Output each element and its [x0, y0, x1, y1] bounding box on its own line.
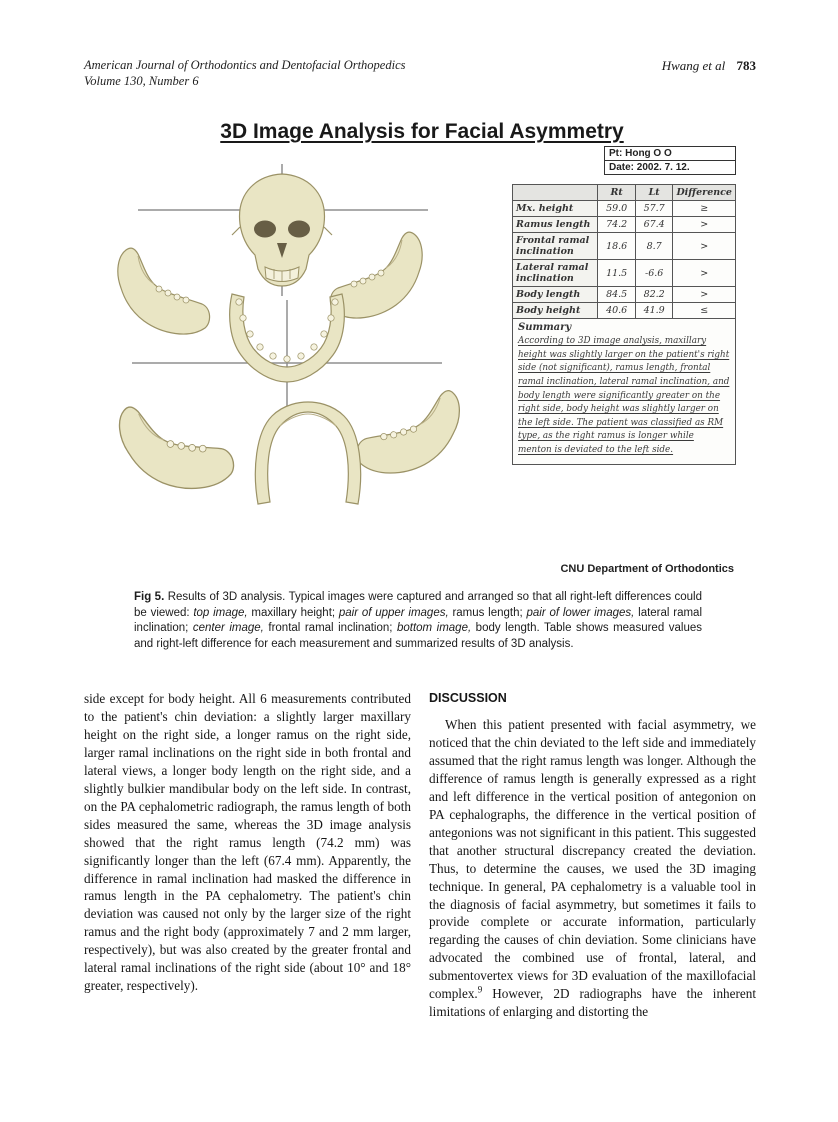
figure-credit: CNU Department of Orthodontics	[560, 563, 734, 575]
caption-text: top image,	[193, 606, 248, 619]
discussion-paragraph	[429, 716, 756, 1021]
journal-identification	[84, 58, 406, 89]
table-header-row	[513, 185, 736, 201]
left-column	[84, 690, 411, 995]
rt-value: 74.2	[598, 217, 636, 233]
caption-text: pair of upper images,	[338, 606, 449, 619]
running-authors: Hwang et al	[661, 58, 726, 73]
row-label: Mx. height	[513, 201, 598, 217]
summary-title: Summary	[518, 322, 572, 333]
date-box: Date: 2002. 7. 12.	[604, 161, 736, 175]
figure-caption	[134, 590, 702, 652]
difference-value: ≤	[673, 303, 736, 319]
rt-value: 59.0	[598, 201, 636, 217]
measure-column-header	[513, 185, 598, 201]
row-label: Frontal ramal inclination	[513, 233, 598, 260]
row-label: Ramus length	[513, 217, 598, 233]
lt-value: 8.7	[635, 233, 673, 260]
figure-title: 3D Image Analysis for Facial Asymmetry	[220, 120, 624, 143]
caption-text: frontal ramal inclination;	[263, 622, 397, 635]
difference-value: >	[673, 217, 736, 233]
difference-value: >	[673, 287, 736, 303]
left-column-paragraph: side except for body height. All 6 measurements contributed to the patient's chin deviation: a slightly larger maxillary height on the right side, a longer ramus on the right side, larger ramal inclinations on the right side in both frontal and lateral views, a longer body length on the right side, and a slightly bulkier mandibular body on the left side. In contrast, on the PA cephalometric radiograph, the ramus length of both sides measured the same, whereas the 3D image analysis showed that the right ramus length (74.2 mm) was significantly longer than the left (67.4 mm). Apparently, the difference in ramal inclination had masked the difference in ramus length in the PA cephalometry. The patient's chin deviation was caused not only by the larger size of the right ramus and the right body (approximately 7 and 2 mm larger, respectively), but was also created by the greater frontal and lateral ramal inclinations of the right side (about 10° and 18° greater, respectively).	[84, 691, 411, 994]
lt-value: 41.9	[635, 303, 673, 319]
lt-value: -6.6	[635, 260, 673, 287]
difference-value: ≥	[673, 201, 736, 217]
caption-text: pair of lower images,	[526, 606, 635, 619]
summary-text: According to 3D image analysis, maxillary height was slightly larger on the patient's right side (not significant), ramus length, frontal ramal inclination, lateral ramal inclination, and body length were significantly greater on the right side, body height was slightly larger on the left side. The patient was classified as RM type, as the right ramus is longer while menton is deviated to the left side.	[518, 336, 730, 455]
journal-title: American Journal of Orthodontics and Dentofacial Orthopedics	[84, 58, 406, 72]
rt-value: 84.5	[598, 287, 636, 303]
page-header	[84, 58, 756, 89]
discussion-text: However, 2D radiographs have the inherent limitations of enlarging and distorting the	[429, 986, 756, 1020]
difference-value: >	[673, 260, 736, 287]
discussion-text: When this patient presented with facial asymmetry, we noticed that the chin deviated to the left side and immediately assumed that the right ramus length was longer. Although the difference of ramus length is generally expressed as a right and left difference in the vertical position of antegonion on PA cephalographs, the difference in the vertical position of antegonions was not significant in this patient. This suggested that another structural discrepancy created the deviation. Thus, to determine the causes, we used the 3D imaging technique. In general, PA cephalometry is a valuable tool in the diagnosis of facial asymmetry, but sometimes it fails to provide complete or accurate information, particularly regarding the causes of chin deviation. Some clinicians have advocated the combined use of frontal, lateral, and submentovertex views for 3D evaluation of the maxillofacial complex.	[429, 717, 756, 1002]
measurement-table	[512, 184, 736, 319]
lt-value: 67.4	[635, 217, 673, 233]
difference-value: >	[673, 233, 736, 260]
reference-superscript: 9	[477, 984, 483, 995]
row-label: Body height	[513, 303, 598, 319]
lt-value: 57.7	[635, 201, 673, 217]
mandible-left-lateral-image	[118, 248, 210, 334]
caption-text: body length. Table shows measured values and right-left difference for each measurement and summarized results of 3D analysis.	[134, 622, 702, 650]
mandible-arch-image	[255, 402, 360, 504]
patient-id-box: Pt: Hong O O	[604, 146, 736, 161]
page-number: 783	[736, 58, 756, 73]
difference-column-header: Difference	[673, 185, 736, 201]
running-head	[662, 58, 756, 74]
lt-value: 82.2	[635, 287, 673, 303]
caption-label: Fig 5.	[134, 591, 165, 603]
rt-value: 40.6	[598, 303, 636, 319]
summary-box	[512, 319, 736, 465]
right-column	[429, 690, 756, 1021]
row-label: Lateral ramal inclination	[513, 260, 598, 287]
mandible-lower-right-image	[354, 379, 462, 482]
mandible-lower-left-image	[115, 386, 238, 504]
3d-analysis-image	[110, 158, 510, 590]
table-row	[513, 303, 736, 319]
caption-text: lateral ramal inclination;	[134, 606, 702, 635]
table-row	[513, 260, 736, 287]
skull-frontal-image	[232, 174, 332, 286]
rt-value: 11.5	[598, 260, 636, 287]
table-row	[513, 201, 736, 217]
figure-5	[108, 120, 736, 585]
caption-text: Results of 3D analysis. Typical images were captured and arranged so that all right-left differences could be viewed:	[134, 591, 702, 619]
caption-text: maxillary height;	[247, 606, 339, 619]
table-row	[513, 287, 736, 303]
caption-text: center image,	[192, 622, 264, 635]
journal-volume: Volume 130, Number 6	[84, 73, 199, 88]
caption-text: ramus length;	[448, 606, 527, 619]
table-row	[513, 233, 736, 260]
rt-value: 18.6	[598, 233, 636, 260]
rt-column-header: Rt	[598, 185, 636, 201]
lt-column-header: Lt	[635, 185, 673, 201]
measurement-panel	[512, 146, 736, 465]
table-row	[513, 217, 736, 233]
caption-text: bottom image,	[396, 622, 472, 635]
discussion-heading: DISCUSSION	[429, 691, 507, 705]
row-label: Body length	[513, 287, 598, 303]
